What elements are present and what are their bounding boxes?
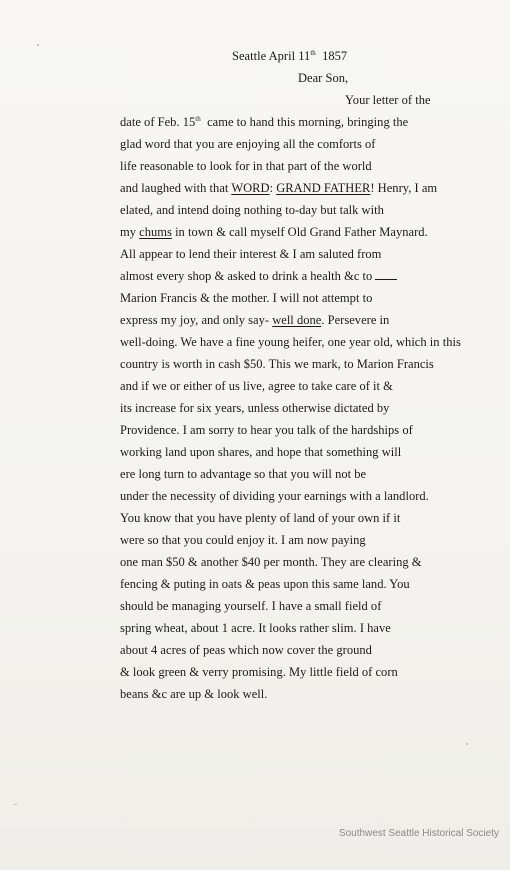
letter-line-5	[120, 181, 437, 196]
letter-line-7	[120, 225, 428, 240]
letter-line-9	[120, 269, 397, 284]
letter-line-2	[120, 115, 408, 130]
letter-line-19: under the necessity of dividing your earnings with a landlord.	[120, 489, 429, 503]
letter-line-21: were so that you could enjoy it. I am now paying	[120, 533, 366, 547]
line-5-part-a: and laughed with that	[120, 181, 232, 195]
paper-speck	[466, 743, 468, 745]
letter-line-20: You know that you have plenty of land of your own if it	[120, 511, 401, 525]
line-5-part-c: :	[269, 181, 277, 195]
letter-line-11	[120, 313, 389, 328]
line-7-part-a: my	[120, 225, 140, 239]
letter-line-27: & look green & verry promising. My little field of corn	[120, 665, 398, 679]
line-11-part-a: express my joy, and only say-	[120, 313, 273, 327]
letter-line-17: working land upon shares, and hope that something will	[120, 445, 402, 459]
letter-line-8: All appear to lend their interest & I am saluted from	[120, 247, 382, 261]
line-2-sup: th	[195, 115, 201, 123]
line-2-part-b: came to hand this morning, bringing the	[207, 115, 409, 129]
letter-line-10: Marion Francis & the mother. I will not attempt to	[120, 291, 373, 305]
letter-line-15: its increase for six years, unless otherwise dictated by	[120, 401, 390, 415]
letter-line-22: one man $50 & another $40 per month. They are clearing &	[120, 555, 422, 569]
underlined-chums: chums	[139, 225, 172, 239]
letter-line-23: fencing & puting in oats & peas upon this same land. You	[120, 577, 410, 591]
letter-line-18: ere long turn to advantage so that you will not be	[120, 467, 367, 481]
letter-line-28: beans &c are up & look well.	[120, 687, 268, 701]
underlined-word: WORD	[231, 181, 270, 195]
underlined-well-done: well done	[272, 313, 322, 327]
letter-line-24: should be managing yourself. I have a small field of	[120, 599, 382, 613]
paper-speck	[14, 804, 17, 805]
letter-line-12: well-doing. We have a fine young heifer, one year old, which in this	[120, 335, 461, 349]
day-suffix: th	[310, 49, 316, 57]
letter-date	[232, 49, 347, 64]
letter-line-1: Your letter of the	[345, 93, 431, 107]
letter-line-4: life reasonable to look for in that part of the world	[120, 159, 372, 173]
line-11-part-c: . Persevere in	[321, 313, 390, 327]
line-5-part-e: ! Henry, I am	[370, 181, 438, 195]
line-2-part-a: date of Feb. 15	[120, 115, 196, 129]
letter-line-16: Providence. I am sorry to hear you talk of the hardships of	[120, 423, 413, 437]
letter-line-14: and if we or either of us live, agree to take care of it &	[120, 379, 393, 393]
blank-line-mark	[375, 270, 397, 280]
underlined-grand-father: GRAND FATHER	[276, 181, 371, 195]
letter-line-13: country is worth in cash $50. This we mark, to Marion Francis	[120, 357, 434, 371]
paper-speck	[37, 44, 39, 46]
letter-line-26: about 4 acres of peas which now cover the ground	[120, 643, 372, 657]
salutation: Dear Son,	[298, 71, 349, 85]
letter-line-3: glad word that you are enjoying all the comforts of	[120, 137, 376, 151]
letter-line-25: spring wheat, about 1 acre. It looks rather slim. I have	[120, 621, 391, 635]
place-date-text: Seattle April 11	[232, 49, 311, 63]
year-text: 1857	[322, 49, 348, 63]
source-credit: Southwest Seattle Historical Society	[338, 828, 499, 839]
letter-line-6: elated, and intend doing nothing to-day but talk with	[120, 203, 384, 217]
line-9-text: almost every shop & asked to drink a health &c to	[120, 269, 373, 283]
line-7-part-c: in town & call myself Old Grand Father Maynard.	[171, 225, 428, 239]
